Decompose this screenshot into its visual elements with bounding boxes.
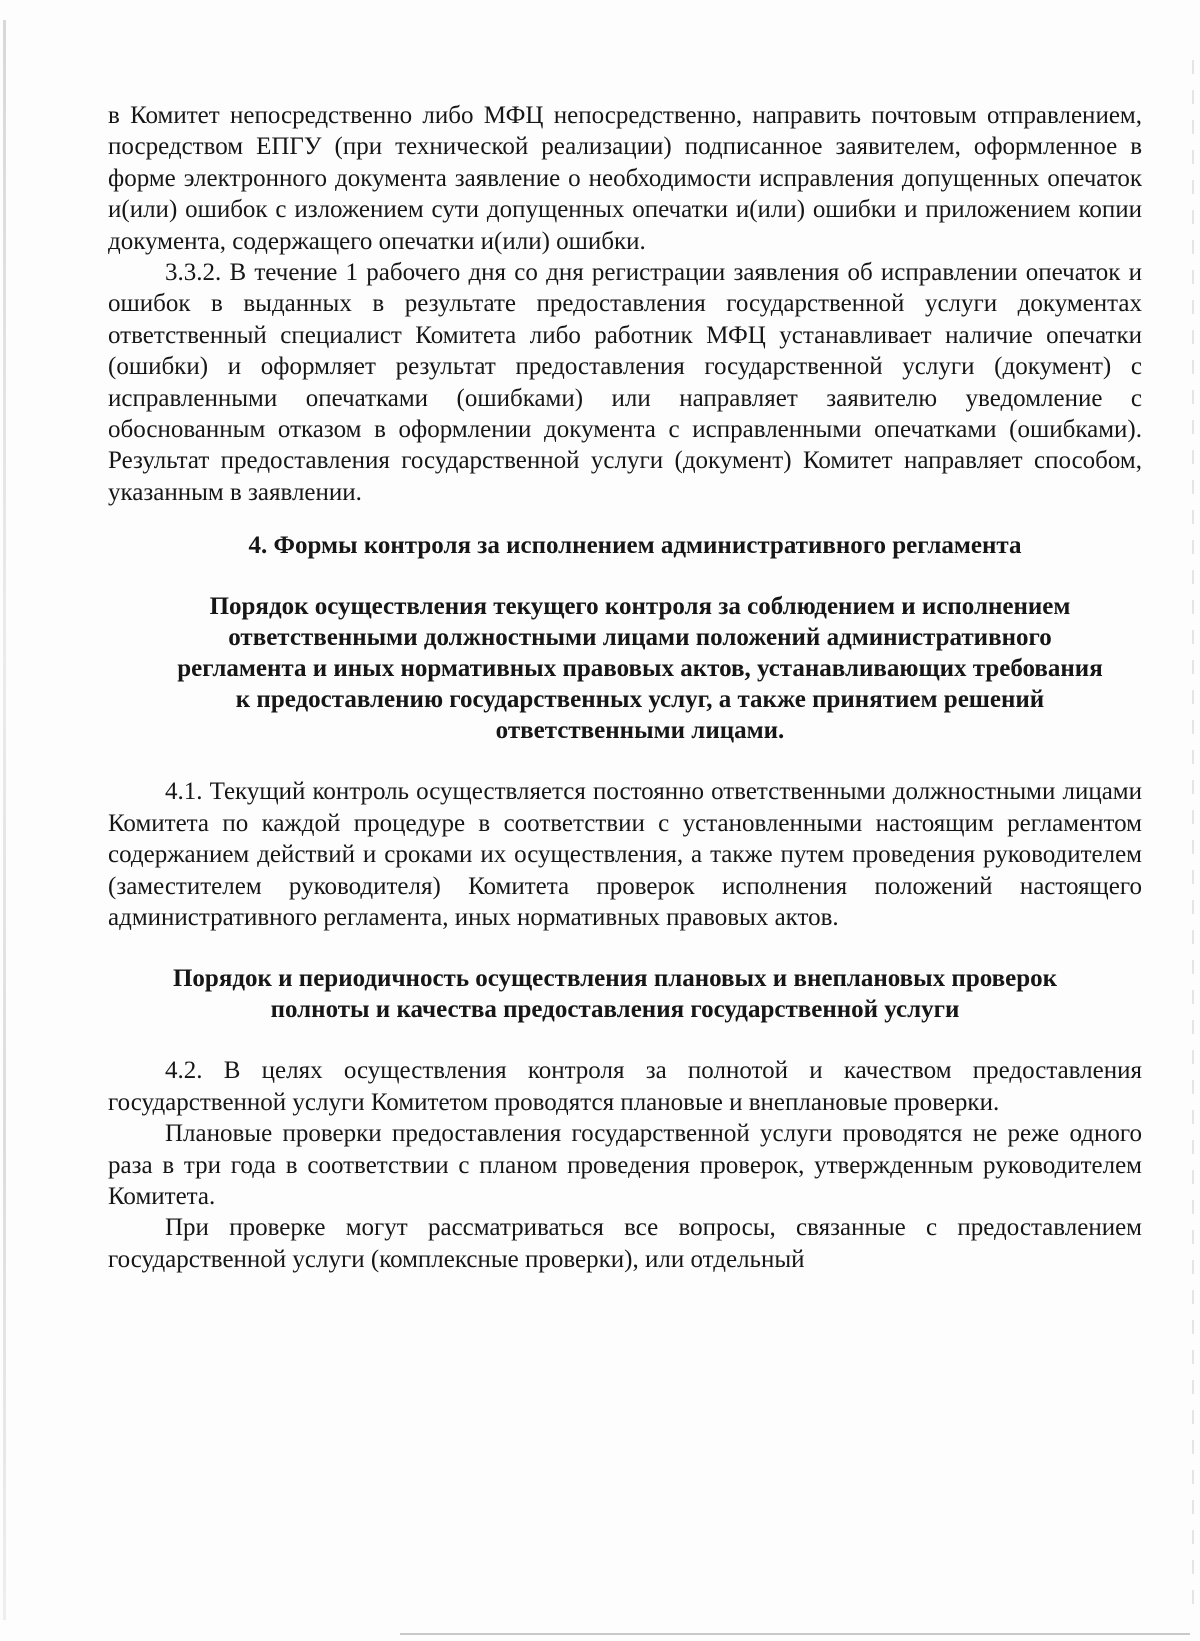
scan-edge-bottom	[400, 1633, 1190, 1635]
paragraph-check-scope: При проверке могут рассматриваться все вопросы, связанные с предоставлением государственной услуги (комплексные проверки), или отдельный	[108, 1214, 1142, 1273]
paragraph-3-3-2: 3.3.2. В течение 1 рабочего дня со дня регистрации заявления об исправлении опечаток и ошибок в выданных в результате предоставления государственной услуги документах ответственный специалист Комитета либо работник МФЦ устанавливает наличие опечатки (ошибки) и оформляет результат предоставления государственной услуги (документ) с исправленными опечатками (ошибками) или направляет заявителю уведомление с обоснованным отказом в оформлении документа с исправленными опечатками (ошибками). Результат предоставления государственной услуги (документ) Комитет направляет способом, указанным в заявлении.	[108, 259, 1142, 506]
paragraph-4-1: 4.1. Текущий контроль осуществляется постоянно ответственными должностными лицами Комитета по каждой процедуре в соответствии с установленными настоящим регламентом содержанием действий и сроками их осуществления, а также путем проведения руководителем (заместителем руководителя) Комитета проверок исполнения положений настоящего административного регламента, иных нормативных правовых актов.	[108, 778, 1142, 931]
paragraph-planned-checks: Плановые проверки предоставления государственной услуги проводятся не реже одного раза в три года в соответствии с планом проведения проверок, утвержденным руководителем Комитета.	[108, 1120, 1142, 1210]
section-4-heading: 4. Формы контроля за исполнением административного регламента	[248, 532, 1022, 560]
scan-edge-left	[3, 20, 6, 1620]
paragraph-4-2: 4.2. В целях осуществления контроля за полнотой и качеством предоставления государственной услуги Комитетом проводятся плановые и внеплановые проверки.	[108, 1057, 1142, 1116]
subheading-current-control: Порядок осуществления текущего контроля за соблюдением и исполнением ответственными должностными лицами положений административного регламента и иных нормативных правовых актов, устанавливающих требования к предоставлению государственных услуг, а также принятием решений ответственными лицами.	[177, 593, 1103, 745]
intro-paragraph: в Комитет непосредственно либо МФЦ непосредственно, направить почтовым отправлением, посредством ЕПГУ (при технической реализации) подписанное заявителем, оформленное в форме электронного документа заявление о необходимости исправления допущенных опечаток и(или) ошибок с изложением сути допущенных опечатки и(или) ошибки и приложением копии документа, содержащего опечатки и(или) ошибки.	[108, 102, 1142, 255]
scan-edge-right	[1192, 60, 1194, 1620]
subheading-inspections: Порядок и периодичность осуществления плановых и внеплановых проверок полноты и качества предоставления государственной услуги	[172, 965, 1058, 1024]
document-body	[108, 100, 1142, 1275]
